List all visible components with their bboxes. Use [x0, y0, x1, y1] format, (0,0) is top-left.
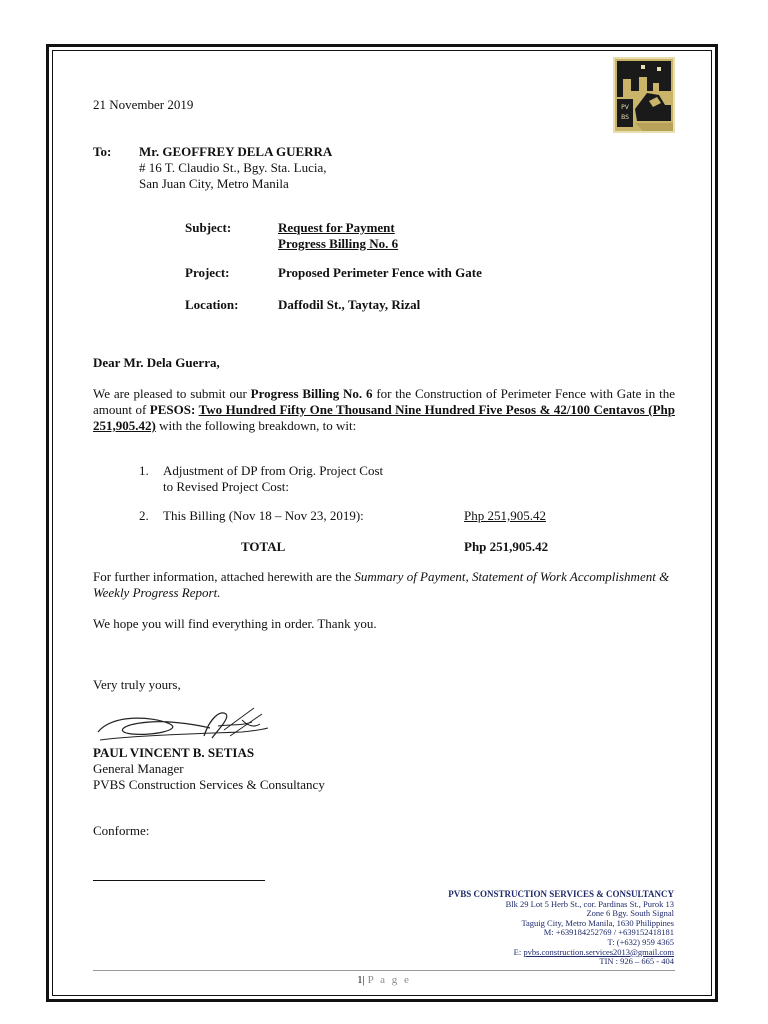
body2-text-a: For further information, attached herewith are the — [93, 569, 355, 584]
handwritten-signature — [92, 706, 272, 750]
footer-email-link[interactable]: pvbs.construction.services2013@gmail.com — [523, 946, 674, 957]
footer-address-line3: Taguig City, Metro Manila, 1630 Philippines — [521, 917, 674, 928]
body-paragraph-2 — [93, 569, 675, 601]
signer-title: General Manager — [93, 761, 184, 776]
salutation: Dear Mr. Dela Guerra, — [93, 355, 220, 370]
body1-text-c: for the Construction of Perimeter Fence with Gate in the amount of — [93, 386, 675, 417]
item1-line2: to Revised Project Cost: — [163, 479, 290, 494]
footer-mobile: M: +639184252769 / +639152418181 — [543, 927, 674, 938]
total-label: TOTAL — [241, 539, 286, 554]
item1-number: 1. — [139, 463, 149, 478]
footer-address-line1: Blk 29 Lot 5 Herb St., cor. Pardinas St., Purok 13 — [505, 898, 674, 909]
body2-attachments: Summary of Payment, Statement of Work Accomplishment & Weekly Progress Report. — [93, 569, 670, 600]
logo-letters-top: PV — [621, 104, 629, 111]
signer-company: PVBS Construction Services & Consultancy — [93, 777, 325, 792]
page-label: P a g e — [367, 974, 411, 986]
item2-amount: Php 251,905.42 — [464, 508, 546, 523]
body1-billing-no: Progress Billing No. 6 — [250, 386, 373, 401]
body1-pesos-label: PESOS: — [149, 402, 199, 417]
signer-name: PAUL VINCENT B. SETIAS — [93, 745, 255, 760]
page-number: 1| P a g e — [357, 974, 411, 986]
body1-amount-words: Two Hundred Fifty One Thousand Nine Hundred Five Pesos & 42/100 Centavos (Php 251,905.42) — [93, 402, 675, 433]
location-label: Location: — [185, 297, 239, 312]
conforme-label: Conforme: — [93, 823, 150, 838]
body1-text-f: with the following breakdown, to wit: — [155, 418, 357, 433]
conforme-signature-line — [93, 880, 265, 881]
body-paragraph-1 — [93, 386, 675, 434]
recipient-address-line2: San Juan City, Metro Manila — [139, 176, 289, 191]
recipient-address-line1: # 16 T. Claudio St., Bgy. Sta. Lucia, — [139, 160, 327, 175]
company-logo — [613, 57, 675, 133]
subject-label: Subject: — [185, 220, 232, 235]
footer-tin: TIN : 926 – 665 - 404 — [599, 956, 674, 967]
closing: Very truly yours, — [93, 677, 181, 692]
letter-date: 21 November 2019 — [93, 97, 194, 112]
subject-line2: Progress Billing No. 6 — [278, 236, 399, 251]
project-value: Proposed Perimeter Fence with Gate — [278, 265, 482, 280]
to-label: To: — [93, 144, 112, 159]
company-footer — [448, 890, 674, 967]
body-paragraph-3: We hope you will find everything in order. Thank you. — [93, 616, 377, 631]
item2-number: 2. — [139, 508, 149, 523]
page-number-value: 1 — [357, 974, 363, 986]
footer-email-label: E: — [513, 946, 524, 957]
footer-address-line2: Zone 6 Bgy. South Signal — [586, 908, 674, 919]
item1-line1: Adjustment of DP from Orig. Project Cost — [163, 463, 384, 478]
logo-letters-bottom: BS — [621, 114, 629, 121]
item2-text: This Billing (Nov 18 – Nov 23, 2019): — [163, 508, 364, 523]
recipient-name: Mr. GEOFFREY DELA GUERRA — [139, 144, 333, 159]
footer-divider — [93, 970, 675, 971]
footer-company-name: PVBS CONSTRUCTION SERVICES & CONSULTANCY — [448, 889, 674, 899]
total-amount: Php 251,905.42 — [464, 539, 549, 554]
footer-telephone: T: (+632) 959 4365 — [607, 936, 674, 947]
project-label: Project: — [185, 265, 230, 280]
subject-line1: Request for Payment — [278, 220, 395, 235]
location-value: Daffodil St., Taytay, Rizal — [278, 297, 421, 312]
body1-text-a: We are pleased to submit our — [93, 386, 251, 401]
